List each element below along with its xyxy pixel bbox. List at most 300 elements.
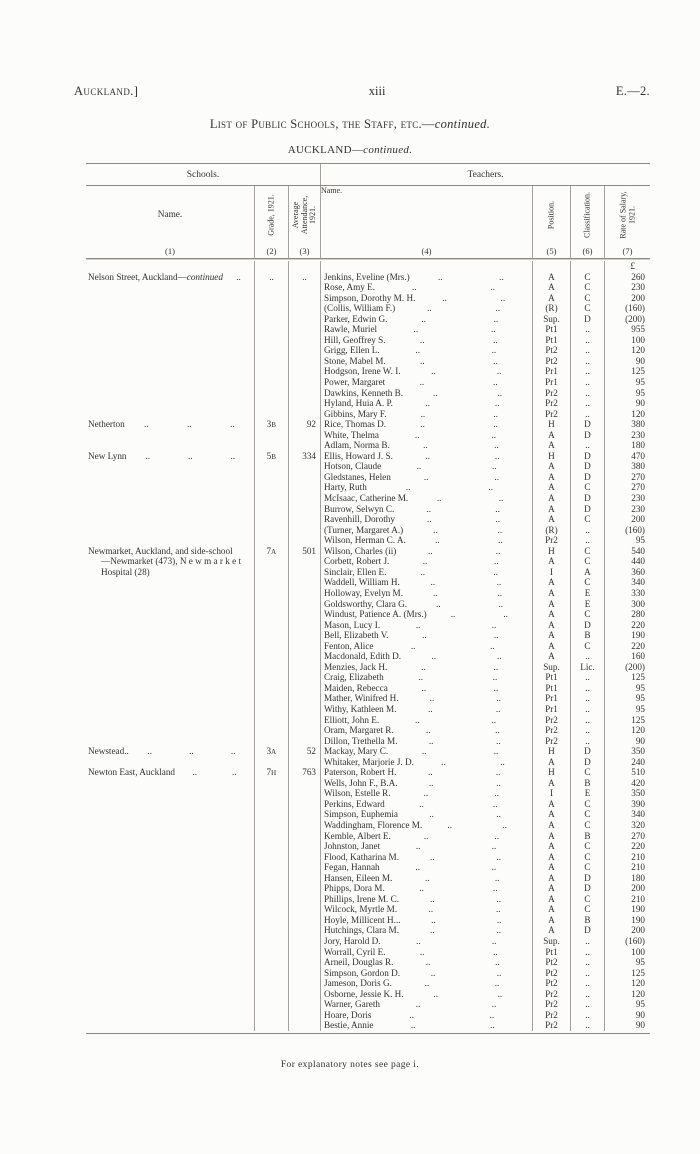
leader-dots: .. xyxy=(497,387,503,398)
leader-dots: .. xyxy=(420,566,426,577)
leader-dots: .. xyxy=(494,440,499,451)
teacher-name-cell xyxy=(320,662,532,673)
teacher-name-cell xyxy=(320,430,532,441)
teacher-name: Hansen, Eileen M. xyxy=(324,872,393,883)
table-row xyxy=(86,556,650,567)
teacher-name: Menzies, Jack H. xyxy=(324,661,388,672)
table-body xyxy=(86,259,650,1033)
attendance-cell xyxy=(288,672,320,683)
table-row xyxy=(86,546,650,557)
leader-dots: .. xyxy=(416,461,422,472)
grade-cell xyxy=(254,398,288,409)
classification-cell: .. xyxy=(570,683,604,694)
leader-dots: .. xyxy=(426,725,431,736)
position-cell: A xyxy=(532,852,570,863)
school-name-cell xyxy=(86,377,254,388)
position-cell: A xyxy=(532,862,570,873)
grade-cell xyxy=(254,947,288,958)
salary-cell: 120 xyxy=(604,989,650,1000)
teacher-name: Dillon, Trethella M. xyxy=(324,735,398,746)
leader-dots: .. xyxy=(492,672,498,683)
teacher-name-cell xyxy=(320,841,532,852)
classification-cell: E xyxy=(570,788,604,799)
classification-cell: .. xyxy=(570,366,604,377)
teacher-name-cell xyxy=(320,725,532,736)
teacher-name: Warner, Gareth xyxy=(324,999,381,1010)
salary-cell: 340 xyxy=(604,577,650,588)
table-row xyxy=(86,535,650,546)
attendance-cell xyxy=(288,567,320,578)
position-cell: A xyxy=(532,472,570,483)
salary-cell: 220 xyxy=(604,841,650,852)
leader-dots: .. xyxy=(431,651,437,662)
school-name-cell xyxy=(86,715,254,726)
table-row xyxy=(86,672,650,683)
teacher-name-cell xyxy=(320,577,532,588)
table-row xyxy=(86,957,650,968)
table-row xyxy=(86,1020,650,1031)
grade-cell: 3A xyxy=(254,746,288,758)
salary-cell: 220 xyxy=(604,620,650,631)
leader-dots: .. xyxy=(187,419,192,430)
table-row xyxy=(86,314,650,325)
table-row xyxy=(86,482,650,493)
teacher-name-cell xyxy=(320,989,532,1000)
classification-cell: .. xyxy=(570,715,604,726)
classification-cell: E xyxy=(570,588,604,599)
salary-cell: 90 xyxy=(604,1020,650,1031)
leader-dots: .. xyxy=(418,672,424,683)
school-name-cell xyxy=(86,620,254,631)
attendance-cell xyxy=(288,261,320,272)
leader-dots: .. xyxy=(494,556,499,567)
leader-dots: .. xyxy=(415,862,421,873)
classification-cell: .. xyxy=(570,672,604,683)
classification-cell: .. xyxy=(570,978,604,989)
classification-cell: .. xyxy=(570,936,604,947)
grade-cell xyxy=(254,1010,288,1021)
teacher-name: Adlam, Norma B. xyxy=(324,440,390,451)
table-row xyxy=(86,841,650,852)
table-row xyxy=(86,324,650,335)
leader-dots: .. xyxy=(497,988,503,999)
leader-dots: .. xyxy=(490,324,496,335)
grade-cell xyxy=(254,630,288,641)
salary-cell: 95 xyxy=(604,377,650,388)
leader-dots: .. xyxy=(492,798,498,809)
classification-cell: D xyxy=(570,746,604,758)
position-cell: A xyxy=(532,609,570,620)
leader-dots: .. xyxy=(425,957,431,968)
grade-cell xyxy=(254,261,288,272)
salary-cell: 440 xyxy=(604,556,650,567)
salary-cell: 95 xyxy=(604,683,650,694)
leader-dots: .. xyxy=(421,746,427,757)
salary-cell: 470 xyxy=(604,451,650,463)
teacher-name: Bell, Elizabeth V. xyxy=(324,630,389,641)
attendance-cell xyxy=(288,366,320,377)
school-name-cell xyxy=(86,567,254,578)
salary-cell: 190 xyxy=(604,630,650,641)
leader-dots: .. xyxy=(423,471,429,482)
col-header-position: Position. xyxy=(532,186,570,244)
grade-cell xyxy=(254,377,288,388)
grade-cell xyxy=(254,567,288,578)
leader-dots: .. xyxy=(495,545,501,556)
classification-cell: .. xyxy=(570,335,604,346)
classification-cell: C xyxy=(570,767,604,779)
salary-cell: £ xyxy=(604,261,650,272)
teacher-name: Worrall, Cyril E. xyxy=(324,946,386,957)
attendance-cell xyxy=(288,398,320,409)
classification-cell: C xyxy=(570,862,604,873)
classification-cell: A xyxy=(570,567,604,578)
table-row xyxy=(86,715,650,726)
grade-cell xyxy=(254,662,288,673)
leader-dots: .. xyxy=(415,345,421,356)
school-name-cell xyxy=(86,852,254,863)
teacher-name: Phillips, Irene M. C. xyxy=(324,893,400,904)
teacher-name: Goldsworthy, Clara G. xyxy=(324,598,408,609)
salary-cell: 200 xyxy=(604,925,650,936)
salary-cell: 210 xyxy=(604,862,650,873)
position-cell: Pr2 xyxy=(532,409,570,420)
salary-cell: (160) xyxy=(604,936,650,947)
position-cell: Pr2 xyxy=(532,736,570,747)
table-row xyxy=(86,904,650,915)
position-cell: Pt1 xyxy=(532,683,570,694)
teacher-name: Wilson, Estelle R. xyxy=(324,788,391,799)
leader-dots: .. xyxy=(490,640,495,651)
teacher-name-cell xyxy=(320,693,532,704)
school-name-cell xyxy=(86,588,254,599)
leader-dots: .. xyxy=(420,419,425,430)
leader-dots: .. xyxy=(427,303,432,314)
leader-dots: .. xyxy=(493,377,498,388)
attendance-cell xyxy=(288,651,320,662)
attendance-cell xyxy=(288,957,320,968)
attendance-cell xyxy=(288,535,320,546)
grade-cell xyxy=(254,799,288,810)
attendance-cell xyxy=(288,609,320,620)
teacher-name-cell xyxy=(320,472,532,483)
salary-cell: 230 xyxy=(604,504,650,515)
table-row xyxy=(86,999,650,1010)
leader-dots: .. xyxy=(496,577,502,588)
table-row xyxy=(86,282,650,293)
school-name-cell xyxy=(86,272,254,283)
position-cell: H xyxy=(532,767,570,779)
teacher-name: (Collis, William F.) xyxy=(324,303,396,314)
position-cell: A xyxy=(532,925,570,936)
teacher-name-cell xyxy=(320,883,532,894)
classification-cell: .. xyxy=(570,345,604,356)
grade-cell xyxy=(254,778,288,789)
school-name-cell xyxy=(86,345,254,356)
teacher-name-cell xyxy=(320,904,532,915)
school-name-cell xyxy=(86,978,254,989)
classification-cell: B xyxy=(570,630,604,641)
attendance-cell xyxy=(288,461,320,472)
attendance-cell xyxy=(288,947,320,958)
salary-cell: 300 xyxy=(604,599,650,610)
leader-dots: .. xyxy=(494,398,500,409)
teacher-name-cell xyxy=(320,873,532,884)
leader-dots: .. xyxy=(436,493,442,504)
teacher-name-cell xyxy=(320,715,532,726)
classification-cell: B xyxy=(570,831,604,842)
position-cell: I xyxy=(532,567,570,578)
position-cell: A xyxy=(532,461,570,472)
leader-dots: .. xyxy=(143,419,149,430)
teacher-name: Simpson, Euphemia xyxy=(324,809,399,820)
schools-table xyxy=(86,163,650,1034)
grade-cell xyxy=(254,999,288,1010)
leader-dots: .. xyxy=(422,556,428,567)
table-row xyxy=(86,873,650,884)
leader-dots: .. xyxy=(432,587,438,598)
teacher-name-cell xyxy=(320,303,532,314)
salary-cell: 125 xyxy=(604,672,650,683)
school-name-cell xyxy=(86,831,254,842)
table-row xyxy=(86,272,650,283)
salary-cell: 380 xyxy=(604,419,650,431)
leader-dots: .. xyxy=(495,303,501,314)
leader-dots: .. xyxy=(495,503,500,514)
grade-cell xyxy=(254,588,288,599)
teacher-name: Hill, Geoffrey S. xyxy=(324,334,386,345)
position-cell: Pt1 xyxy=(532,947,570,958)
attendance-cell xyxy=(288,925,320,936)
grade-cell xyxy=(254,809,288,820)
position-cell: Pr2 xyxy=(532,398,570,409)
salary-cell: 220 xyxy=(604,641,650,652)
position-cell: Pr1 xyxy=(532,693,570,704)
grade-cell xyxy=(254,641,288,652)
position-cell: A xyxy=(532,757,570,768)
school-name-cell xyxy=(86,398,254,409)
teacher-name: Wells, John F., B.A. xyxy=(324,777,398,788)
position-cell: Pr2 xyxy=(532,715,570,726)
position-cell: A xyxy=(532,620,570,631)
leader-dots: .. xyxy=(423,440,428,451)
school-name-cell xyxy=(86,757,254,768)
teacher-name: Ravenhill, Dorothy xyxy=(324,514,395,525)
teacher-name-cell xyxy=(320,704,532,715)
attendance-cell xyxy=(288,788,320,799)
table-row xyxy=(86,609,650,620)
school-name-cell xyxy=(86,651,254,662)
leader-dots: .. xyxy=(493,408,498,419)
leader-dots: .. xyxy=(409,1009,414,1020)
leader-dots: .. xyxy=(494,872,500,883)
position-cell: A xyxy=(532,440,570,451)
school-name-cell xyxy=(86,324,254,335)
table-row xyxy=(86,799,650,810)
teacher-name-cell xyxy=(320,567,532,578)
salary-cell: 350 xyxy=(604,788,650,799)
leader-dots: .. xyxy=(495,957,500,968)
salary-cell: 390 xyxy=(604,799,650,810)
attendance-cell xyxy=(288,831,320,842)
leader-dots: .. xyxy=(420,408,426,419)
teacher-name: Hoare, Doris xyxy=(324,1009,372,1020)
classification-cell: Lic. xyxy=(570,662,604,673)
attendance-cell xyxy=(288,472,320,483)
table-row xyxy=(86,377,650,388)
grade-cell xyxy=(254,978,288,989)
classification-cell: .. xyxy=(570,725,604,736)
attendance-cell xyxy=(288,493,320,504)
attendance-cell xyxy=(288,314,320,325)
position-cell: Sup. xyxy=(532,314,570,325)
school-name-cell xyxy=(86,989,254,1000)
table-row xyxy=(86,862,650,873)
table-row xyxy=(86,504,650,515)
leader-dots: .. xyxy=(429,693,435,704)
teacher-name: Osborne, Jessie K. H. xyxy=(324,988,404,999)
classification-cell: .. xyxy=(570,409,604,420)
school-name-cell xyxy=(86,809,254,820)
position-cell: (R) xyxy=(532,525,570,536)
teacher-name: Phipps, Dora M. xyxy=(324,883,385,894)
teacher-name: Holloway, Evelyn M. xyxy=(324,587,404,598)
grade-cell xyxy=(254,356,288,367)
attendance-cell xyxy=(288,915,320,926)
leader-dots: .. xyxy=(426,514,432,525)
col-header-school-name: Name. xyxy=(157,210,183,220)
teacher-name: Jenkins, Eveline (Mrs.) xyxy=(324,271,410,282)
salary-cell: 230 xyxy=(604,493,650,504)
school-name-cell xyxy=(86,430,254,441)
classification-cell: E xyxy=(570,599,604,610)
table-row xyxy=(86,662,650,673)
leader-dots: .. xyxy=(431,914,436,925)
classification-cell: C xyxy=(570,303,604,314)
teacher-name-cell xyxy=(320,947,532,958)
position-cell: A xyxy=(532,883,570,894)
col-number-1: (1) xyxy=(165,246,175,256)
teacher-name-cell xyxy=(320,556,532,567)
teacher-name: Simpson, Dorothy M. H. xyxy=(324,292,416,303)
teacher-name-cell xyxy=(320,324,532,335)
leader-dots: .. xyxy=(493,946,498,957)
position-cell: H xyxy=(532,451,570,463)
salary-cell: 340 xyxy=(604,809,650,820)
salary-cell: 190 xyxy=(604,904,650,915)
attendance-cell xyxy=(288,430,320,441)
grade-cell xyxy=(254,335,288,346)
grade-cell xyxy=(254,324,288,335)
leader-dots: .. xyxy=(419,883,424,894)
leader-dots: .. xyxy=(491,841,497,852)
position-cell: Sup. xyxy=(532,662,570,673)
classification-cell: .. xyxy=(570,704,604,715)
attendance-cell xyxy=(288,345,320,356)
leader-dots: .. xyxy=(430,577,436,588)
school-name-cell xyxy=(86,683,254,694)
grade-cell xyxy=(254,525,288,536)
attendance-cell xyxy=(288,936,320,947)
classification-cell: C xyxy=(570,293,604,304)
grade-cell xyxy=(254,577,288,588)
teacher-name-cell xyxy=(320,461,532,472)
leader-dots: .. xyxy=(493,630,499,641)
leader-dots: .. xyxy=(410,1020,416,1031)
school-name-cell xyxy=(86,925,254,936)
classification-cell: C xyxy=(570,852,604,863)
teacher-name-cell xyxy=(320,831,532,842)
attendance-cell: 501 xyxy=(288,546,320,558)
leader-dots: .. xyxy=(491,345,497,356)
attendance-cell xyxy=(288,693,320,704)
teacher-name: Hoyle, Millicent H... xyxy=(324,914,401,925)
grade-cell xyxy=(254,925,288,936)
leader-dots: .. xyxy=(494,978,500,989)
grade-cell xyxy=(254,345,288,356)
salary-cell: 100 xyxy=(604,947,650,958)
leader-dots: .. xyxy=(493,419,498,430)
attendance-cell xyxy=(288,841,320,852)
col-number-4: (4) xyxy=(320,244,532,258)
salary-cell: 90 xyxy=(604,356,650,367)
position-cell: Pt1 xyxy=(532,335,570,346)
teacher-name-cell xyxy=(320,778,532,789)
leader-dots: .. xyxy=(450,609,456,620)
leader-dots: .. xyxy=(495,904,501,915)
leader-dots: .. xyxy=(495,703,501,714)
leader-dots: .. xyxy=(496,967,502,978)
teacher-name: Arneil, Douglas R. xyxy=(324,957,394,968)
leader-dots: .. xyxy=(493,313,499,324)
school-name-cell xyxy=(86,1020,254,1031)
position-cell: A xyxy=(532,799,570,810)
salary-cell: 210 xyxy=(604,894,650,905)
grade-cell xyxy=(254,715,288,726)
leader-dots: .. xyxy=(428,703,433,714)
position-cell: Pt2 xyxy=(532,356,570,367)
attendance-cell xyxy=(288,356,320,367)
leader-dots: .. xyxy=(415,714,420,725)
grade-cell xyxy=(254,873,288,884)
salary-cell: 95 xyxy=(604,693,650,704)
salary-cell: 120 xyxy=(604,725,650,736)
leader-dots: .. xyxy=(496,914,502,925)
grade-cell xyxy=(254,303,288,314)
position-cell: Pr1 xyxy=(532,704,570,715)
position-cell: Sup. xyxy=(532,936,570,947)
col-number-2: (2) xyxy=(254,244,288,258)
school-name-cell xyxy=(86,282,254,293)
teacher-name: Withy, Kathleen M. xyxy=(324,703,397,714)
table-row xyxy=(86,577,650,588)
salary-cell: 230 xyxy=(604,430,650,441)
leader-dots: .. xyxy=(503,609,508,620)
grade-cell xyxy=(254,651,288,662)
table-row xyxy=(86,620,650,631)
table-row xyxy=(86,567,650,578)
position-cell: A xyxy=(532,293,570,304)
teacher-name-cell xyxy=(320,261,532,272)
attendance-cell xyxy=(288,715,320,726)
position-cell: Pt2 xyxy=(532,345,570,356)
grade-cell: 7H xyxy=(254,767,288,779)
classification-cell: C xyxy=(570,556,604,567)
leader-dots: .. xyxy=(498,493,504,504)
table-row xyxy=(86,345,650,356)
leader-dots: .. xyxy=(489,1009,495,1020)
leader-dots: .. xyxy=(422,630,427,641)
